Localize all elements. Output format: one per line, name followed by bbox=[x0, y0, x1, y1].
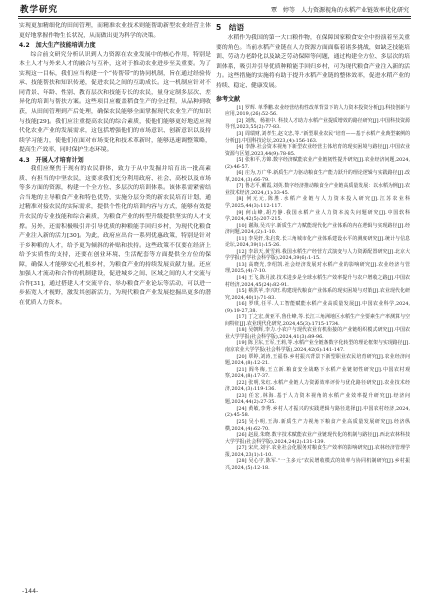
right-column bbox=[216, 22, 410, 471]
reference-item: [26] 赵晨,朱晓.数字技术赋能农业产业链现代化的机制与路径[J].西北农林科技大学学报(社会科学版),2024,24(2):131-139. bbox=[225, 432, 410, 445]
reference-list bbox=[216, 105, 410, 472]
reference-item: [1] 罗辉. 单季鹏.农业经营结构性改革背景下的人力资本投资分析[J].科技创新与应用,2019,(26):52-56. bbox=[225, 104, 410, 118]
left-column bbox=[19, 22, 211, 309]
reference-item: [17] 丁之宏,黄亚平,鲁仕峰,等.长江三角洲地区水稻生产全要素生产率测算与空间特征[J].农业现代化研究,2024,45(3):1715-1734. bbox=[225, 314, 410, 327]
reference-item: [5] 张和平,方锦.数字经济赋能农业产业链韧性提升研究[J].农业经济问题,2024,(2):46-57. bbox=[225, 157, 410, 170]
reference-item: [8] 何元元,陈胜.水稻产业链与人力资本投入研究[J].江苏农业科学,2025,44(3):112-117. bbox=[225, 196, 410, 209]
reference-item: [3] 周瑞财,刘孝生,赵文忠,等.“新型职业农民”培育——基于水稻产业典型案例的分析[J].中国科技论坛,2023,(4):156-163. bbox=[225, 130, 410, 144]
reference-item: [28] 吴心宇,陈军.“一主多元”农民增收模式的效率与协同机制研究[J].乡村振兴,2024,(5):12-18. bbox=[225, 458, 410, 471]
reference-item: [10] 谢海,吴兴宇.新质生产力赋能现代化产业体系的内在逻辑与实现路径[J].经济问题,2024,(2):1-10. bbox=[225, 222, 410, 236]
reference-item: [23] 任宏,林海.基于人力资本视角的水稻产业效率提升研究[J].经济问题,2024,44(2):27-35. bbox=[225, 392, 410, 406]
reference-item: [6] 庄为,万广华.新质生产力驱动粮食生产能力跃升的理论逻辑与实践路径[J].改革,2024,(3):66-79. bbox=[225, 170, 410, 183]
reference-item: [21] 阎冬梅,王立新.粮食安全战略下水稻产业链韧性研究[J].中国农村观察,2024,(8):17-37. bbox=[225, 366, 410, 380]
reference-item: [13] 高晓光,李绍凯.社会经济发展对水稻产业的影响研究[J].农业经济与管理,2025,(4):7-10. bbox=[225, 261, 410, 275]
reference-item: [20] 覃婷,刘涛,王福春.乡村振兴背景下新型职业农民培育研究[J].农业经济问题,2024,(8):12-21. bbox=[225, 353, 410, 367]
reference-item: [15] 蔡洪苹,李兴旺.构建现代粮食产业体系的现实困境与对策[J].农业现代化研究,2024,40(1):71-83. bbox=[225, 288, 410, 301]
reference-item: [11] 李昊轩,朱启贵.长三角城市化产业体系建设水平的测度研究[J].统计与信息论坛,2024,39(1):15-26. bbox=[225, 235, 410, 249]
header-rule-thin bbox=[18, 18, 411, 19]
reference-item: [19] 陈卫东,王军,王莉,等.水稻产业全链条数字化转型的理论框架与实现路径[J].南京农业大学学报(社会科学版),2024,42(6):141-147. bbox=[225, 340, 410, 354]
reference-item: [14] 王飞,陈月波.技术进步是全球水稻生产效率提升与农户增收之路[J].中国农村经济,2024,45(24):82-91. bbox=[225, 275, 410, 288]
reference-item: [4] 李静.社会资本视角下新型农业经营主体培育的现实困境与路径[J].中国农业资源与区划,2023,44(9):78-85. bbox=[225, 144, 410, 157]
reference-item: [7] 鲁志平,戴霞,刘英.数字经济推动粮食全产业链高质量发展：以水稻为例[J].农业技术经济,2024,(1):33-45. bbox=[225, 183, 410, 196]
reference-item: [22] 张明,朱红.水稻产业链人力资源效率评价与优化路径研究[J].农业技术经济,2024,(3):119-136. bbox=[225, 379, 410, 393]
reference-item: [18] 吴朝辉,李力.小农户与现代农业有机衔接的产业链组织模式研究[J].中国农业大学学报(社会科学版),2024,41(3):89-96. bbox=[225, 327, 410, 340]
paragraph: 实现更加精细化的田间管理，而精准农业技术则能帮助新型农业经营主体更好地掌握作物生长状况，从而做出更为科学的决策。 bbox=[19, 23, 211, 39]
references-heading: 参考文献 bbox=[216, 96, 241, 104]
reference-item: [27] 宋庆,刘宇.农业社会化服务对粮食生产效率的影响研究[J].农林经济管理学报,2024,23(1):1-10. bbox=[225, 445, 410, 458]
paragraph: 综合前文研究分析认识到人力资源在农业发展中的核心作用，特别是本土人才与外来人才的融合与互补，这对于推动农业进步至关重要。为了实现这一目标，我们应当构建一个“传帮带”的协同机制，旨在通过经验传承、技能帮扶和知识传递，促进农民之间的互助成长。这一机制应针对不同背景、年龄、性别、教育层次和技能专长的农民，量身定制多层次、差异化的培训与帮扶方案。这些项目应覆盖稻食生产的全过程，从品种到收获，从田间管理到产后处理，确保农民能够全面掌握现代农业生产的知识与技能[29]。我们应注重提高农民的综合素质，使他们能够更好地适应现代化农业产业的发展需求，这包括增强他们的市场意识、创新意识以及持续学习能力，使他们在面对市场变化和技术革新时，能够迅速调整策略，提高生产效率，同时保护生态环境。 bbox=[19, 51, 211, 154]
paragraph: 水稻作为我国的第一大口粮作物，在保障国家粮食安全中扮演着至关重要的角色。当前水稻产业链在人力资源方面面临着诸多挑战，如缺乏技能培训、劳动力老龄化以及缺乏劳动保障等问题，通过构建全方位、多层次的培训体系，吸引并引导优质种粮能手回归乡村，可为现代粮食产业注入新的活力。这些措施的实施将有助于提升水稻产业链的整体效率，促进水稻产业的持续、稳定、健康发展。 bbox=[216, 35, 410, 89]
paragraph: 我们应聚焦于现有的农民群体，致力于从中发掘并培育出一批高素质、有担当的中坚农民，这要求我们充分利用政府、社会、高校以及市场等多方面的资源，构建一个全方位、多层次的培训体系。该体系需紧密结合当地的主导粮食产业和特色优势，实施分层分类的新农民培育计划，通过精准对接农民的实际需求，提供个性化的培训内容与方式，能够有效提升农民的专业技能和综合素质，为粮食产业的转型升级提供坚实的人才支撑。另外，还需积极吸引并引导优质的种粮能手回归乡村，为现代化粮食产业注入新的活力[30]。为此，政府应出台一系列优惠政策，特别是针对于乡种粮的人才，给予更为倾斜的补贴和扶持。这些政策不仅要在经济上给予实质性的支持，还要在创业环境、生活配套等方面提供全方位的保障，确保人才能够安心扎根乡村，为粮食产业的持续发展贡献力量。还应加强人才流动和合作的机制建设，促进城乡之间、区域之间的人才交流与合作[31]，通过搭建人才交流平台、举办粮食产业论坛等活动，可以进一步拓宽人才视野，激发其创新活力，为现代粮食产业发展挖掘出更多的潜在优质人力资本。 bbox=[19, 166, 211, 306]
header-rule bbox=[18, 16, 411, 17]
reference-item: [25] 吴小明,王海.新质生产力视角下粮食产业高质量发展研究[J].经济纵横,2024,(4):62-70. bbox=[225, 419, 410, 432]
reference-item: [9] 何山峰,胡乃静.我国水稻产业人力资本流失问题研究[J].中国软科学,2024,42(5):207-215. bbox=[225, 209, 410, 223]
reference-item: [16] 罗琪,任平.人工智能赋能水稻产业高质量发展[J].中国农业科学,2024,(9):19-27,38. bbox=[225, 301, 410, 314]
section-heading: 4.3 开展人才培育计划 bbox=[19, 156, 84, 164]
section-label: 教学研究 bbox=[20, 5, 59, 15]
section-heading: 5 结语 bbox=[216, 23, 245, 32]
reference-item: [12] 李昂天,黄雪莉.我国水稻生产经营方式演变与人力资源配置研究[J].北京大学学报(哲学社会科学版),2024,39(6):1-15. bbox=[225, 248, 410, 262]
reference-item: [24] 黄敏,李秀.乡村人才振兴的实践逻辑与路径选择[J].中国农村经济,2024,(2):45-58. bbox=[225, 405, 410, 419]
page-header bbox=[0, 0, 427, 18]
section-heading: 4.2 加大生产技能培训力度 bbox=[19, 42, 96, 50]
reference-item: [2] 刘炼，杨祖中. 科技人才助力水稻产业提质增效的路径研究[J].中国科技资源导刊,2023,55(2):77-83. bbox=[225, 117, 410, 131]
running-title: 覃 婷等 人力资源视角的水稻产业链效率优化研究 bbox=[270, 7, 409, 14]
page-number: -144- bbox=[22, 588, 39, 595]
